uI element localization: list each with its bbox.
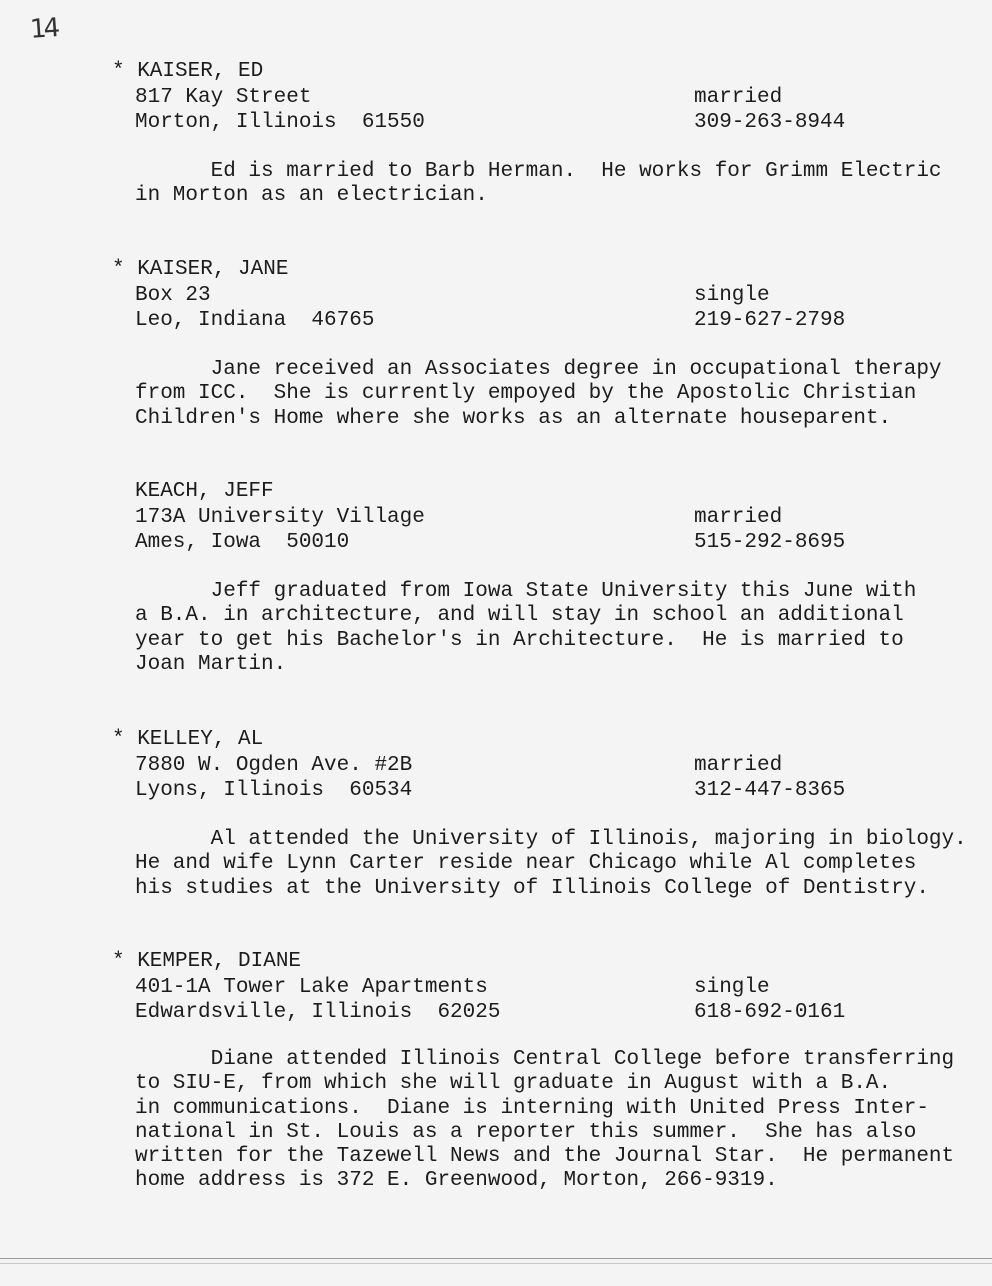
entry-phone: 219-627-2798 bbox=[694, 309, 846, 332]
entry-marital-status: single bbox=[694, 284, 770, 307]
entry-bio: Jeff graduated from Iowa State University this June with a B.A. in architecture, and will stay in school an additional year to get his Bachelor's in Architecture. He is married to Joan Martin. bbox=[135, 580, 917, 676]
entry-marital-status: married bbox=[694, 506, 783, 529]
entry-address-line2: Lyons, Illinois 60534 bbox=[135, 779, 413, 802]
entry-phone: 515-292-8695 bbox=[694, 531, 846, 554]
entry-bio: Ed is married to Barb Herman. He works for Grimm Electric in Morton as an electrician. bbox=[135, 160, 942, 208]
entry-bio: Jane received an Associates degree in occupational therapy from ICC. She is currently empoyed by the Apostolic Christian Children's Home where she works as an alternate houseparent. bbox=[135, 358, 942, 430]
entry-name: KEACH, JEFF bbox=[135, 480, 274, 503]
entry-name: * KEMPER, DIANE bbox=[112, 950, 302, 973]
entry-address-line1: 817 Kay Street bbox=[135, 86, 312, 109]
entry-name: * KAISER, JANE bbox=[112, 258, 289, 281]
entry-address-line2: Edwardsville, Illinois 62025 bbox=[135, 1001, 501, 1024]
entry-address-line2: Morton, Illinois 61550 bbox=[135, 111, 425, 134]
entry-phone: 618-692-0161 bbox=[694, 1001, 846, 1024]
entry-address-line1: 7880 W. Ogden Ave. #2B bbox=[135, 754, 413, 777]
entry-name: * KELLEY, AL bbox=[112, 728, 264, 751]
entry-address-line1: Box 23 bbox=[135, 284, 211, 307]
entry-marital-status: married bbox=[694, 754, 783, 777]
entry-phone: 312-447-8365 bbox=[694, 779, 846, 802]
entry-name: * KAISER, ED bbox=[112, 60, 264, 83]
entry-marital-status: married bbox=[694, 86, 783, 109]
entry-address-line2: Ames, Iowa 50010 bbox=[135, 531, 350, 554]
page-number: 14 bbox=[28, 13, 59, 45]
entry-address-line1: 173A University Village bbox=[135, 506, 425, 529]
entry-bio: Diane attended Illinois Central College before transferring to SIU-E, from which she will graduate in August with a B.A. in communications. Diane is interning with United Press Inter- national in St. Louis as a reporter this summer. She has also written for the Tazewell News and the Journal Star. He permanent home address is 372 E. Greenwood, Morton, 266-9319. bbox=[135, 1048, 955, 1193]
entry-address-line2: Leo, Indiana 46765 bbox=[135, 309, 375, 332]
entry-bio: Al attended the University of Illinois, majoring in biology. He and wife Lynn Carter reside near Chicago while Al completes his studies at the University of Illinois College of Dentistry. bbox=[135, 828, 967, 900]
entry-phone: 309-263-8944 bbox=[694, 111, 846, 134]
entry-marital-status: single bbox=[694, 976, 770, 999]
page-bottom-edge-shadow bbox=[0, 1263, 992, 1264]
page-bottom-edge bbox=[0, 1258, 992, 1259]
entry-address-line1: 401-1A Tower Lake Apartments bbox=[135, 976, 488, 999]
